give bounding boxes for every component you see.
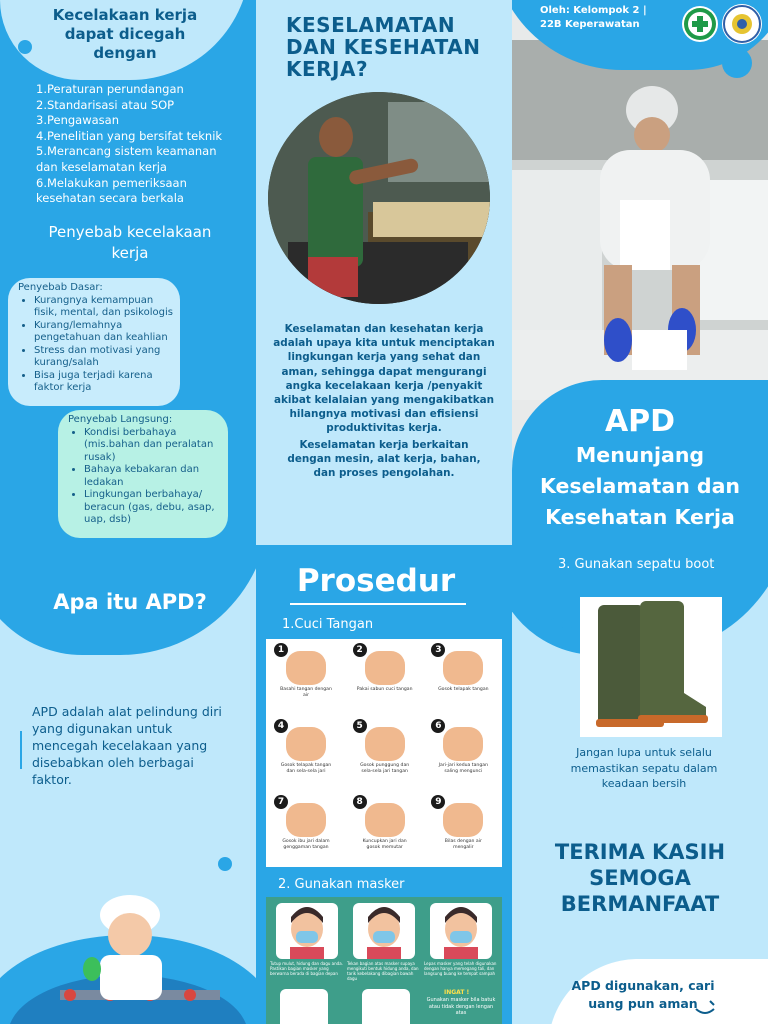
decor-dot <box>18 40 32 54</box>
step-1-label: 1.Cuci Tangan <box>282 617 374 632</box>
cover-subtitle: Menunjang Keselamatan dan Kesehatan Kerja <box>539 443 741 529</box>
decor-dot <box>562 620 572 630</box>
panel-prosedur <box>256 545 512 1024</box>
cause-item: • Kondisi berbahaya (mis.bahan dan peralatan rusak) <box>84 427 222 465</box>
handwash-step <box>345 791 424 867</box>
hand-icon <box>443 803 483 837</box>
handwash-step <box>423 639 502 715</box>
k3-paragraph-1: Keselamatan dan kesehatan kerja adalah upaya kita untuk menciptakan lingkungan kerja yang sehat dan aman, sehingga dapat mengurangi angka kecelakaan kerja /penyakit akibat kelalaian yang mengakibatkan hilangnya motivasi dan efisiensi produktivitas kerja. <box>273 323 495 435</box>
handwash-grid <box>266 639 502 867</box>
mask-caption: Tekan bagian atas masker supaya mengikuti bentuk hidung anda, dan tarik kebelakang dibagian bawah dagu <box>347 961 419 981</box>
mask-card-2 <box>353 903 415 959</box>
basic-causes-title: Penyebab Dasar: <box>18 282 103 293</box>
panel-k3 <box>256 0 512 545</box>
prevention-item: 1.Peraturan perundangan <box>36 82 184 96</box>
direct-causes-title: Penyebab Langsung: <box>68 414 173 425</box>
hand-icon <box>365 651 405 685</box>
decor-dot <box>722 48 752 78</box>
mask-card-1 <box>276 903 338 959</box>
hand-icon <box>443 727 483 761</box>
cause-item: • Kurang/lemahnya pengetahuan dan keahlian <box>34 320 174 345</box>
handwash-step <box>345 715 424 791</box>
cover-title: APD <box>604 404 676 439</box>
cause-item: • Bahaya kebakaran dan ledakan <box>84 464 222 489</box>
smile-wink-icon <box>692 997 718 1015</box>
panel-prevention <box>0 0 256 545</box>
hand-icon <box>286 803 326 837</box>
step-caption: Bilas dengan air mengalir <box>444 839 482 850</box>
prevention-item: 3.Pengawasan <box>36 113 119 128</box>
direct-causes-bubble <box>58 410 228 538</box>
university-logo <box>722 4 762 44</box>
step-number: 9 <box>431 795 445 809</box>
mask-card-4 <box>280 989 328 1024</box>
step-caption: Gosok telapak tangan dan sela-sela jari <box>280 763 332 774</box>
panel-cover <box>512 0 768 545</box>
panel-apa-apd <box>0 545 256 1024</box>
hand-icon <box>365 727 405 761</box>
handwash-chart <box>266 639 502 867</box>
k3-title: KESELAMATAN DAN KESEHATAN KERJA? <box>286 13 481 81</box>
step-number: 5 <box>353 719 367 733</box>
step-caption: Gosok telapak tangan <box>438 687 489 692</box>
cause-item: • Kurangnya kemampuan fisik, mental, dan psikologis <box>34 295 174 320</box>
mask-chart <box>266 897 502 1024</box>
handwash-step <box>423 791 502 867</box>
prevention-item: 6.Melakukan pemeriksaan kesehatan secara berkala <box>36 175 187 206</box>
handwash-step <box>266 715 345 791</box>
step-number: 3 <box>431 643 445 657</box>
step-caption: Jari-jari kedua tangan saling mengunci <box>438 763 488 774</box>
prevention-item: 2.Standarisasi atau SOP <box>36 97 175 112</box>
panel-sepatu <box>512 545 768 1024</box>
cause-item: • Stress dan motivasi yang kurang/salah <box>34 345 174 370</box>
prevention-item: 4.Penelitian yang bersifat teknik <box>36 128 223 143</box>
closing-text: APD digunakan, cari uang pun aman <box>571 978 715 1011</box>
cover-photo <box>512 40 768 400</box>
basic-causes-bubble <box>8 278 180 406</box>
hand-icon <box>365 803 405 837</box>
title-underline <box>290 603 466 605</box>
prevention-item: 5.Merancang sistem keamanan dan keselamatan kerja <box>36 144 217 174</box>
author-label: Oleh: Kelompok 2 | 22B Keperawatan <box>540 5 647 30</box>
step-caption: Kuncupkan jari dan gosok memutar <box>362 839 407 850</box>
factory-illustration <box>0 885 256 1024</box>
cause-item: • Lingkungan berbahaya/ beracun (gas, debu, asap, uap, dsb) <box>84 489 222 527</box>
step-number: 4 <box>274 719 288 733</box>
mask-warning: Gunakan masker bila batuk atau tidak dengan lengan atas <box>426 997 496 1016</box>
step-number: 2 <box>353 643 367 657</box>
boot-photo <box>580 597 722 737</box>
handwash-step <box>266 791 345 867</box>
k3-paragraph-2: Keselamatan kerja berkaitan dengan mesin, alat kerja, bahan, dan proses pengolahan. <box>287 439 481 480</box>
prevention-list <box>36 82 236 207</box>
mask-warning-title: INGAT ! <box>444 989 470 996</box>
handwash-step <box>345 639 424 715</box>
prevention-heading: Kecelakaan kerja dapat dicegah dengan <box>52 6 198 62</box>
accent-bar <box>20 731 22 769</box>
step-caption: Pakai sabun cuci tangan <box>356 687 413 692</box>
mask-card-5 <box>362 989 410 1024</box>
step-3-label: 3. Gunakan sepatu boot <box>558 557 715 572</box>
step-caption: Gosok ibu jari dalam genggaman tangan <box>282 839 330 850</box>
cause-heading: Penyebab kecelakaan kerja <box>48 223 212 262</box>
apd-description: APD adalah alat pelindung diri yang digunakan untuk mencegah kecelakaan yang disebabkan oleh berbagai faktor. <box>32 704 222 787</box>
mask-caption: Tutup mulut, hidung dan dagu anda. Pastikan bagian masker yang berwarna berada di bagian depan <box>270 961 343 976</box>
step-number: 7 <box>274 795 288 809</box>
mask-card-3 <box>430 903 492 959</box>
boot-note: Jangan lupa untuk selalu memastikan sepatu dalam keadaan bersih <box>570 746 718 790</box>
handwash-step <box>423 715 502 791</box>
hand-icon <box>286 651 326 685</box>
mask-caption: Lepas masker yang telah digunakan dengan hanya memegang tali, dan langsung buang ke tempat sampah <box>424 961 497 976</box>
worker-photo <box>268 92 490 304</box>
thanks-heading: TERIMA KASIH SEMOGA BERMANFAAT <box>554 840 726 916</box>
step-number: 6 <box>431 719 445 733</box>
decor-dot <box>218 857 232 871</box>
hand-icon <box>443 651 483 685</box>
decor-dot <box>528 587 562 621</box>
apa-apd-title: Apa itu APD? <box>53 590 207 614</box>
step-number: 1 <box>274 643 288 657</box>
cause-item: • Bisa juga terjadi karena faktor kerja <box>34 370 174 395</box>
prosedur-title: Prosedur <box>296 563 456 599</box>
step-caption: Basahi tangan dengan air <box>280 687 332 698</box>
k3-logo <box>682 6 718 42</box>
step-number: 8 <box>353 795 367 809</box>
handwash-step <box>266 639 345 715</box>
hand-icon <box>286 727 326 761</box>
step-caption: Gosok punggung dan sela-sela jari tangan <box>360 763 410 774</box>
step-2-label: 2. Gunakan masker <box>278 877 405 892</box>
